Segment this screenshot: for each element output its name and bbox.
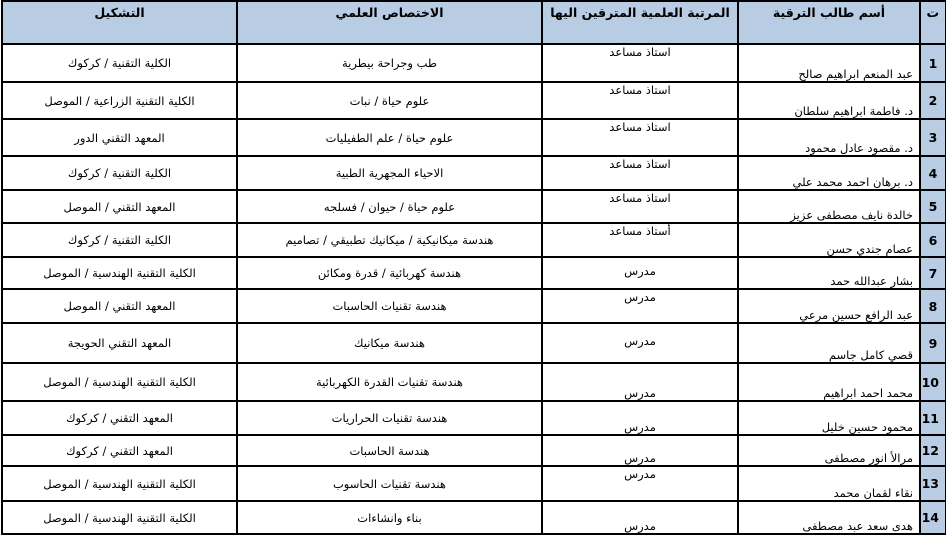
header-row [2, 1, 946, 44]
table-row [2, 435, 946, 466]
row-formation: المعهد التقني / كركوك [2, 435, 237, 466]
table-row [2, 44, 946, 82]
header-rank: المرتبة العلمية المترقين اليها [542, 1, 738, 44]
row-formation: الكلية التقنية الهندسية / الموصل [2, 257, 237, 289]
row-rank: استاذ مساعد [542, 82, 738, 119]
row-specialization: علوم حياة / حيوان / فسلجه [237, 190, 542, 223]
row-formation: الكلية التقنية الهندسية / الموصل [2, 466, 237, 501]
row-specialization: هندسة تقنيات الحاسبات [237, 289, 542, 323]
row-rank: مدرس [542, 363, 738, 401]
row-name: عبد الرافع حسين مرعي [738, 289, 920, 323]
header-name: أسم طالب الترقية [738, 1, 920, 44]
table-row [2, 223, 946, 257]
row-rank: مدرس [542, 466, 738, 501]
row-num: 12 [920, 435, 946, 466]
row-name: هدى سعد عبد مصطفى [738, 501, 920, 534]
promotion-table [1, 0, 946, 535]
table-row [2, 82, 946, 119]
row-specialization: هندسة كهربائية / قدرة ومكائن [237, 257, 542, 289]
row-rank: مدرس [542, 435, 738, 466]
row-rank: مدرس [542, 289, 738, 323]
row-name: محمود حسين خليل [738, 401, 920, 435]
row-num: 14 [920, 501, 946, 534]
row-rank: أستاذ مساعد [542, 223, 738, 257]
row-num: 3 [920, 119, 946, 156]
row-rank: استاذ مساعد [542, 44, 738, 82]
row-specialization: هندسة الحاسبات [237, 435, 542, 466]
row-formation: الكلية التقنية / كركوك [2, 223, 237, 257]
table-row [2, 466, 946, 501]
table-row [2, 156, 946, 190]
table-header [2, 1, 946, 44]
row-formation: المعهد التقني / كركوك [2, 401, 237, 435]
row-num: 8 [920, 289, 946, 323]
row-formation: الكلية التقنية / كركوك [2, 44, 237, 82]
row-num: 6 [920, 223, 946, 257]
row-formation: المعهد التقني / الموصل [2, 190, 237, 223]
row-name: د. برهان احمد محمد علي [738, 156, 920, 190]
row-specialization: هندسة ميكانيكية / ميكانيك تطبيقي / تصاميم [237, 223, 542, 257]
row-formation: الكلية التقنية الزراعية / الموصل [2, 82, 237, 119]
row-num: 11 [920, 401, 946, 435]
row-specialization: هندسة تقنيات الحراريات [237, 401, 542, 435]
row-specialization: علوم حياة / نبات [237, 82, 542, 119]
row-name: قصي كامل جاسم [738, 323, 920, 363]
row-specialization: علوم حياة / علم الطفيليات [237, 119, 542, 156]
row-formation: الكلية التقنية الهندسية / الموصل [2, 363, 237, 401]
row-rank: مدرس [542, 401, 738, 435]
row-rank: استاذ مساعد [542, 156, 738, 190]
row-name: عصام جندي حسن [738, 223, 920, 257]
header-num: ت [920, 1, 946, 44]
row-num: 5 [920, 190, 946, 223]
table-row [2, 323, 946, 363]
row-rank: مدرس [542, 323, 738, 363]
header-formation: التشكيل [2, 1, 237, 44]
row-formation: الكلية التقنية الهندسية / الموصل [2, 501, 237, 534]
row-rank: مدرس [542, 257, 738, 289]
row-name: نقاء لقمان محمد [738, 466, 920, 501]
row-name: بشار عبدالله حمد [738, 257, 920, 289]
row-specialization: هندسة تقنيات الحاسوب [237, 466, 542, 501]
row-rank: استاذ مساعد [542, 119, 738, 156]
row-rank: استاذ مساعد [542, 190, 738, 223]
row-num: 9 [920, 323, 946, 363]
row-formation: المعهد التقني الحويجة [2, 323, 237, 363]
row-name: د. فاطمة ابراهيم سلطان [738, 82, 920, 119]
table-row [2, 190, 946, 223]
row-specialization: هندسة تقنيات القدرة الكهربائية [237, 363, 542, 401]
row-formation: الكلية التقنية / كركوك [2, 156, 237, 190]
row-num: 1 [920, 44, 946, 82]
table-row [2, 363, 946, 401]
row-name: محمد احمد ابراهيم [738, 363, 920, 401]
header-specialization: الاختصاص العلمي [237, 1, 542, 44]
table-row [2, 501, 946, 534]
row-num: 10 [920, 363, 946, 401]
row-num: 13 [920, 466, 946, 501]
row-specialization: بناء وانشاءات [237, 501, 542, 534]
table-row [2, 119, 946, 156]
row-num: 4 [920, 156, 946, 190]
row-name: د. مقصود عادل محمود [738, 119, 920, 156]
row-num: 7 [920, 257, 946, 289]
table-row [2, 401, 946, 435]
table-row [2, 289, 946, 323]
row-formation: المعهد التقني / الموصل [2, 289, 237, 323]
table-row [2, 257, 946, 289]
row-name: خالدة نايف مصطفى عزيز [738, 190, 920, 223]
row-num: 2 [920, 82, 946, 119]
row-name: عبد المنعم ابراهيم صالح [738, 44, 920, 82]
row-rank: مدرس [542, 501, 738, 534]
row-specialization: الاحياء المجهرية الطبية [237, 156, 542, 190]
table-body [2, 44, 946, 534]
row-specialization: هندسة ميكانيك [237, 323, 542, 363]
row-formation: المعهد التقني الدور [2, 119, 237, 156]
row-specialization: طب وجراحة بيطرية [237, 44, 542, 82]
row-name: مرالأ انور مصطفى [738, 435, 920, 466]
